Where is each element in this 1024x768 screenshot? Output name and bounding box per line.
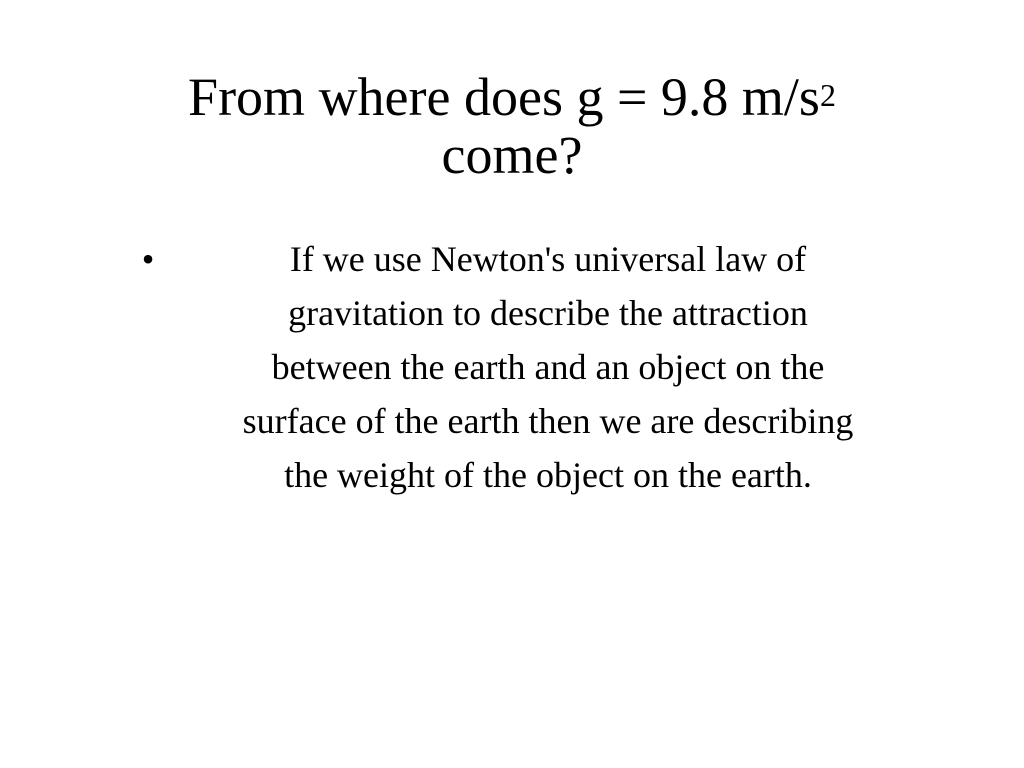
bullet-text-line: surface of the earth then we are describing [242,401,854,441]
bullet-item [130,232,930,502]
bullet-text [166,232,930,502]
bullet-marker: • [141,239,155,279]
bullet-text-line: If we use Newton's universal law of [289,239,807,279]
bullet-text-line: gravitation to describe the attraction [288,293,808,333]
title-line-1 [100,68,924,126]
title-line-2: come? [441,125,583,185]
slide-title [100,68,924,184]
bullet-text-line: between the earth and an object on the [271,347,825,387]
title-superscript: 2 [819,77,836,113]
title-line-1-text: From where does g = 9.8 m/s [188,67,820,127]
bullet-list [130,232,930,502]
bullet-text-line: the weight of the object on the earth. [284,455,812,495]
